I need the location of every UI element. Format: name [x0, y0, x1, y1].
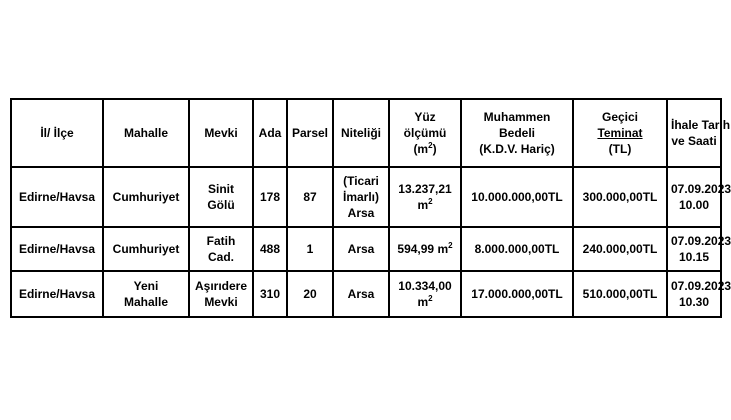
table-row	[11, 271, 721, 317]
cell-mevki: Sinit Gölü	[189, 167, 253, 227]
cell-parsel: 20	[287, 271, 333, 317]
cell-niteligi: Arsa	[333, 271, 389, 317]
table-row	[11, 227, 721, 271]
cell-ada: 488	[253, 227, 287, 271]
cell-mahalle: Yeni Mahalle	[103, 271, 189, 317]
header-gecici-teminat: Geçici Teminat (TL)	[573, 99, 667, 167]
cell-il-ilce: Edirne/Havsa	[11, 227, 103, 271]
cell-gecici-teminat: 240.000,00TL	[573, 227, 667, 271]
cell-ihale-tarih-saati: 07.09.2023 10.30	[667, 271, 721, 317]
cell-ada: 178	[253, 167, 287, 227]
cell-yuz-olcumu: 13.237,21 $m^2$	[389, 167, 461, 227]
cell-il-ilce: Edirne/Havsa	[11, 271, 103, 317]
header-row	[11, 99, 721, 167]
header-ihale-tarih-saati: İhale Tarih ve Saati	[667, 99, 721, 167]
header-il-ilce: İl/ İlçe	[11, 99, 103, 167]
header-mahalle: Mahalle	[103, 99, 189, 167]
cell-il-ilce: Edirne/Havsa	[11, 167, 103, 227]
cell-mevki: Fatih Cad.	[189, 227, 253, 271]
cell-ihale-tarih-saati: 07.09.2023 10.15	[667, 227, 721, 271]
cell-muhammen-bedeli: 17.000.000,00TL	[461, 271, 573, 317]
table-row	[11, 167, 721, 227]
cell-niteligi: Arsa	[333, 227, 389, 271]
cell-mahalle: Cumhuriyet	[103, 227, 189, 271]
cell-yuz-olcumu: 10.334,00 $m^2$	[389, 271, 461, 317]
cell-muhammen-bedeli: 8.000.000,00TL	[461, 227, 573, 271]
cell-niteligi: (Ticari İmarlı) Arsa	[333, 167, 389, 227]
header-muhammen-bedeli: Muhammen Bedeli (K.D.V. Hariç)	[461, 99, 573, 167]
cell-ada: 310	[253, 271, 287, 317]
cell-muhammen-bedeli: 10.000.000,00TL	[461, 167, 573, 227]
cell-gecici-teminat: 510.000,00TL	[573, 271, 667, 317]
cell-parsel: 87	[287, 167, 333, 227]
cell-mevki: Aşırıdere Mevki	[189, 271, 253, 317]
cell-mahalle: Cumhuriyet	[103, 167, 189, 227]
header-yuz-olcumu: Yüz ölçümü $(m^2)$	[389, 99, 461, 167]
cell-ihale-tarih-saati: 07.09.2023 10.00	[667, 167, 721, 227]
header-niteligi: Niteliği	[333, 99, 389, 167]
cell-yuz-olcumu: 594,99 $m^2$	[389, 227, 461, 271]
cell-gecici-teminat: 300.000,00TL	[573, 167, 667, 227]
header-parsel: Parsel	[287, 99, 333, 167]
auction-table	[10, 98, 731, 318]
header-ada: Ada	[253, 99, 287, 167]
cell-parsel: 1	[287, 227, 333, 271]
auction-table-container	[10, 98, 731, 318]
header-mevki: Mevki	[189, 99, 253, 167]
